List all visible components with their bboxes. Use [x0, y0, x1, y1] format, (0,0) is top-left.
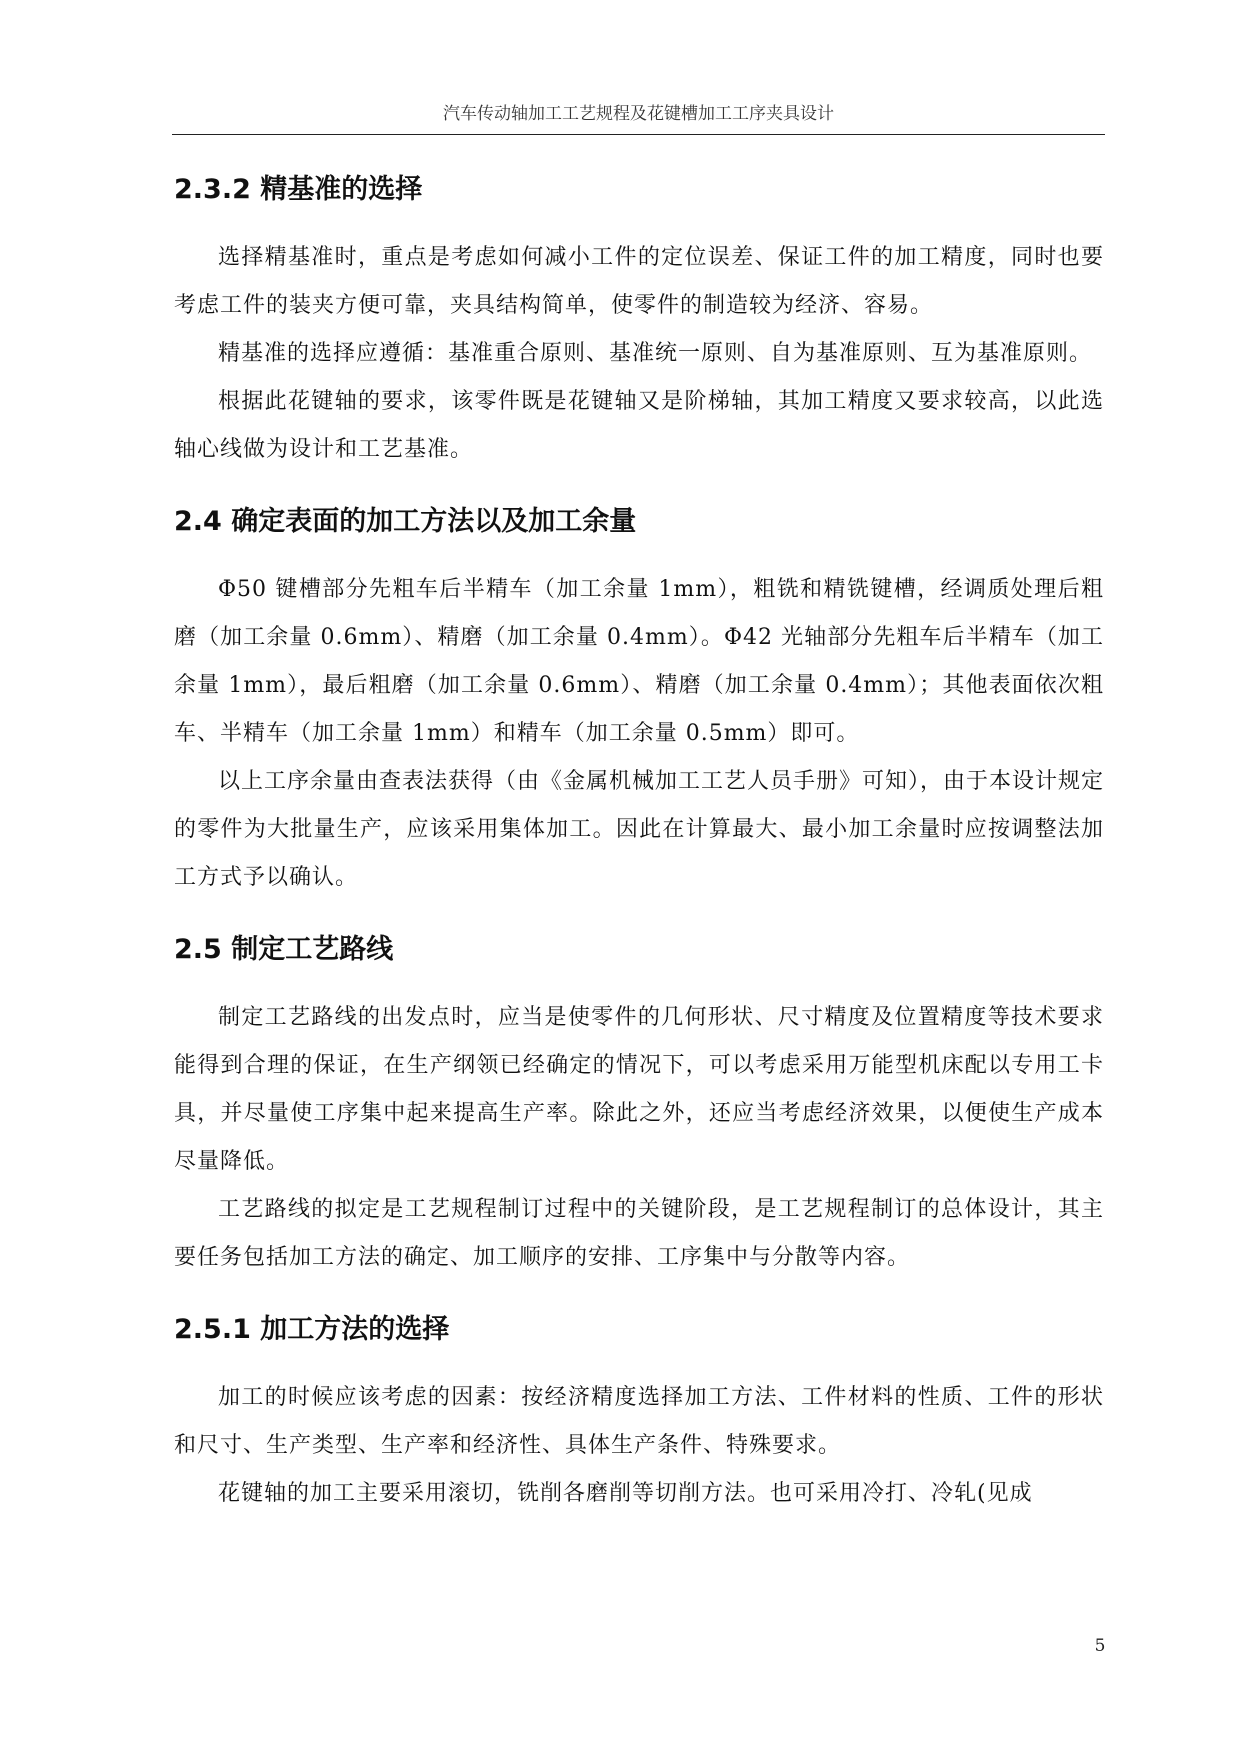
paragraph: 根据此花键轴的要求，该零件既是花键轴又是阶梯轴，其加工精度又要求较高，以此选轴心线做为设计和工艺基准。: [174, 389, 1104, 462]
paragraph: 工艺路线的拟定是工艺规程制订过程中的关键阶段，是工艺规程制订的总体设计，其主要任务包括加工方法的确定、加工顺序的安排、工序集中与分散等内容。: [174, 1197, 1104, 1270]
paragraph: 加工的时候应该考虑的因素：按经济精度选择加工方法、工件材料的性质、工件的形状和尺寸、生产类型、生产率和经济性、具体生产条件、特殊要求。: [174, 1385, 1104, 1458]
section-heading: 2.4 确定表面的加工方法以及加工余量: [174, 506, 637, 537]
section-heading: 2.3.2 精基准的选择: [174, 174, 423, 205]
page-number: 5: [1094, 1636, 1106, 1656]
paragraph: Φ50 键槽部分先粗车后半精车（加工余量 1mm），粗铣和精铣键槽，经调质处理后粗磨（加工余量 0.6mm）、精磨（加工余量 0.4mm）。Φ42 光轴部分先粗车后半精车（加工余量 1mm），最后粗磨（加工余量 0.6mm）、精磨（加工余量 0.4mm）；其他表面依次粗车、半精车（加工余量 1mm）和精车（加工余量 0.5mm）即可。: [174, 577, 1104, 746]
paragraph: 以上工序余量由查表法获得（由《金属机械加工工艺人员手册》可知），由于本设计规定的零件为大批量生产，应该采用集体加工。因此在计算最大、最小加工余量时应按调整法加工方式予以确认。: [174, 769, 1105, 890]
paragraph: 选择精基准时，重点是考虑如何减小工件的定位误差、保证工件的加工精度，同时也要考虑工件的装夹方便可靠，夹具结构简单，使零件的制造较为经济、容易。: [174, 245, 1104, 318]
document-body: [174, 170, 1104, 1546]
section-2-3-2: [174, 170, 1104, 474]
section-2-5-1: [174, 1310, 1104, 1518]
section-2-4: [174, 502, 1104, 902]
section-2-5: [174, 930, 1104, 1282]
paragraph: 花键轴的加工主要采用滚切，铣削各磨削等切削方法。也可采用冷打、冷轧(见成: [218, 1481, 1033, 1506]
paragraph: 精基准的选择应遵循：基准重合原则、基准统一原则、自为基准原则、互为基准原则。: [218, 341, 1093, 366]
section-heading: 2.5 制定工艺路线: [174, 934, 394, 965]
section-heading: 2.5.1 加工方法的选择: [174, 1314, 450, 1345]
running-header: 汽车传动轴加工工艺规程及花键槽加工工序夹具设计: [172, 100, 1105, 135]
paragraph: 制定工艺路线的出发点时，应当是使零件的几何形状、尺寸精度及位置精度等技术要求能得到合理的保证，在生产纲领已经确定的情况下，可以考虑采用万能型机床配以专用工卡具，并尽量使工序集中起来提高生产率。除此之外，还应当考虑经济效果，以便使生产成本尽量降低。: [174, 1005, 1104, 1174]
